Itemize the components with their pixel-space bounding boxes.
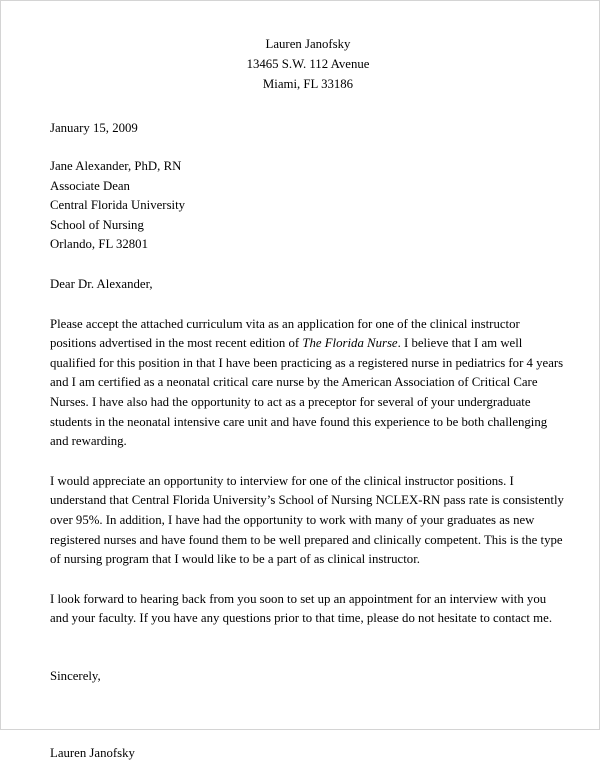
body-paragraph-2: I would appreciate an opportunity to interview for one of the clinical instructor positions. I understand that Central Florida University’s School of Nursing NCLEX-RN pass rate is consistently over 95%. In addition, I have had the opportunity to work with many of your graduates as new registered nurses and have found them to be well prepared and clinically competent. This is the type of nursing program that I would like to be a part of as clinical instructor.: [50, 473, 564, 567]
salutation: Dear Dr. Alexander,: [50, 276, 153, 291]
letterhead-block: [50, 1, 566, 94]
closing-salutation: Sincerely,: [50, 668, 101, 683]
letter-content: [50, 1, 566, 764]
recipient-organization: Central Florida University: [50, 198, 186, 213]
recipient-city-state-zip: Orlando, FL 32801: [50, 237, 148, 252]
publication-title: The Florida Nurse: [302, 336, 398, 351]
recipient-title: Associate Dean: [50, 178, 130, 193]
letterhead-city-state-zip: Miami, FL 33186: [262, 77, 354, 91]
body-paragraph-1: [50, 315, 566, 452]
paragraph-1-text-after-title: . I believe that I am well qualified for this position in that I have been practicing as a registered nurse in pediatrics for 4 years and I am certified as a neonatal critical care nurse by the American Association of Critical Care Nurses. I have also had the opportunity to act as a preceptor for several of your undergraduate students in the neonatal intensive care unit and have found this experience to be both challenging and rewarding.: [50, 336, 564, 449]
signature-name: Lauren Janofsky: [50, 746, 135, 761]
letterhead-street-address: 13465 S.W. 112 Avenue: [246, 57, 370, 71]
letterhead-sender-name: Lauren Janofsky: [265, 37, 351, 51]
paragraph-1-text-before-title: Please accept the attached curriculum vita as an application for one of the clinical instructor positions advertised in the most recent edition of: [50, 316, 520, 351]
recipient-department: School of Nursing: [50, 217, 144, 232]
letter-date: January 15, 2009: [50, 121, 138, 135]
recipient-name: Jane Alexander, PhD, RN: [50, 159, 182, 173]
body-paragraph-3: I look forward to hearing back from you soon to set up an appointment for an interview with you and your faculty. If you have any questions prior to that time, please do not hesitate to contact me.: [50, 591, 553, 626]
recipient-address-block: [50, 157, 566, 255]
